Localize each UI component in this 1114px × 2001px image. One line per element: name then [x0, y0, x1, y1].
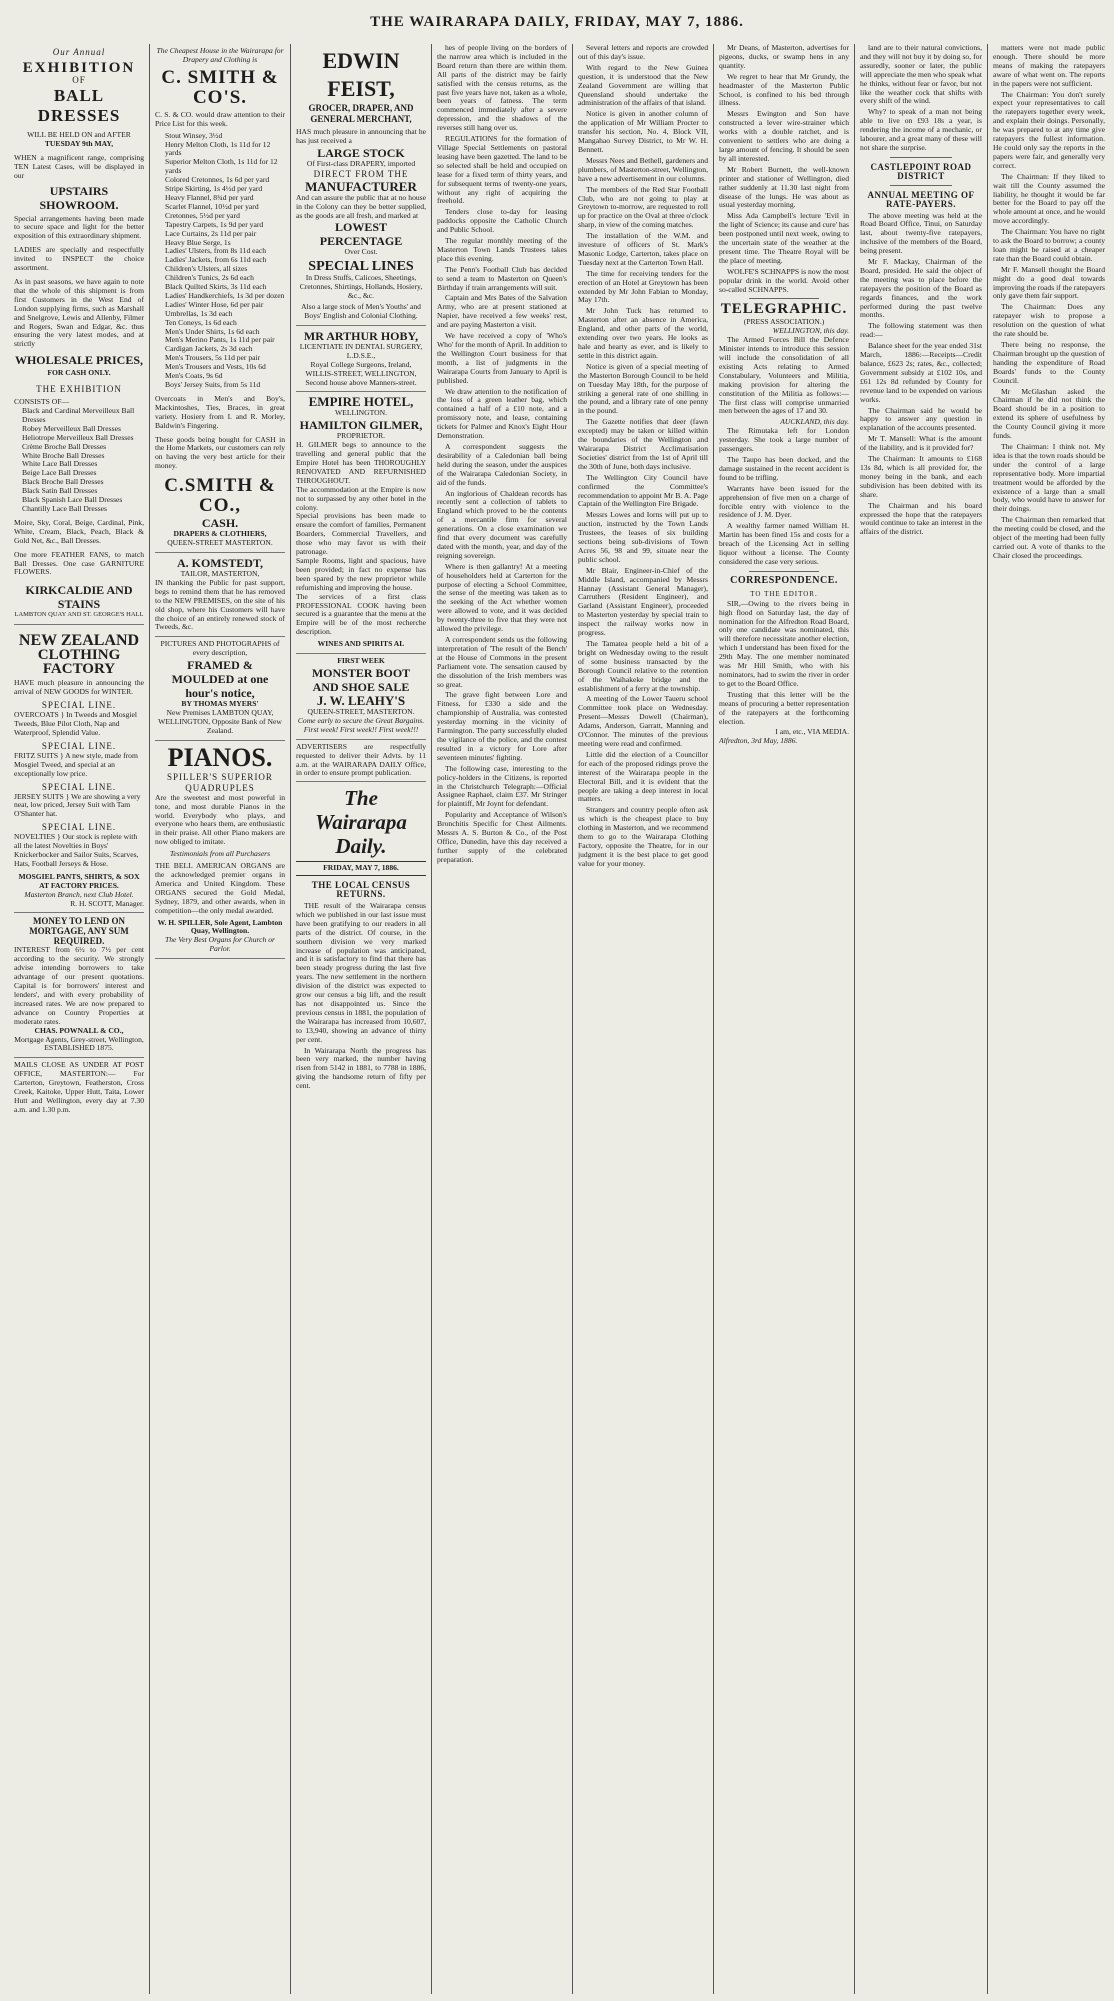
news-para: The Chairman: It amounts to £168 13s 8d, which is all provided for, the money being in the bank, and each subdivision has been debited with its share. [860, 454, 982, 499]
testimonials-label: Testimonials from all Purchasers [169, 849, 271, 859]
news-para: Strangers and country people often ask us which is the cheapest place to buy clothing in Masterton, and we recommend them to go to the Wairarapa Clothing Factory, opposite the Theatre, for in our judgment it is the best place to get good value for your money. [578, 805, 708, 868]
exhibition-title: EXHIBITION [22, 60, 136, 76]
news-para: Why? to speak of a man not being able to live on £93 18s a year, is rendering the income of a mechanic, or labourer, and a great many of these will not share the surprise. [860, 107, 982, 152]
wines-label: WINES AND SPIRITS AL [317, 639, 405, 649]
column-divider [713, 44, 714, 1994]
news-para: The above meeting was held at the Road Board Office, Tinui, on Saturday last, about twenty-five ratepayers, inclusive of the members of the Board, being present. [860, 210, 982, 256]
column-divider [572, 44, 573, 1994]
gilmer-name: HAMILTON GILMER, [299, 418, 423, 433]
news-para: The Rimutaka left for London yesterday. She took a large number of passengers. [719, 426, 849, 454]
news-para: Tenders close to-day for leasing paddocks opposite the Catholic Church and Public School. [437, 207, 567, 235]
direct-label: DIRECT FROM THE [313, 168, 409, 179]
hoby-address: Royal College Surgeons, Ireland, WILLIS-STREET, WELLINGTON, Second house above Manners-street. [305, 359, 417, 387]
tailor-label: TAILOR, MASTERTON, [180, 568, 260, 578]
gilmer-body-2: The accommodation at the Empire is now not to surpassed by any other hotel in the colony. [296, 484, 426, 512]
leahy-ad [296, 654, 426, 740]
feist-body-2: And can assure the public that at no house in the Colony can they be better supplied, as the goods are all fresh, and marked at [296, 192, 426, 220]
held-label: WILL BE HELD ON and AFTER [27, 130, 131, 139]
kirkcaldie-address: LAMBTON QUAY AND ST. GEORGE'S HALL [14, 611, 144, 619]
drapers-label: DRAPERS & CLOTHIERS, [173, 529, 267, 539]
framed-label: FRAMED & MOULDED at one hour's notice, [171, 658, 269, 701]
news-para: The following case, interesting to the policy-holders in the Citizens, is reported in the Christchurch Telegraph:—Official Assignee Raphael, claim £37. Mr Stringer for plaintiff, Mr Joynt for defendant. [437, 763, 567, 809]
column-3 [296, 44, 426, 1994]
paper-title: The Wairarapa Daily. [315, 786, 407, 859]
column-divider [854, 44, 855, 1994]
news-para: The members of the Red Star Football Club, who are not going to play at Greytown to-morrow, are requested to roll up for practice on the Oval at three o'clock sharp, in view of the coming matches. [578, 184, 708, 230]
myers-ad [155, 637, 285, 740]
queen-street-label: QUEEN-STREET MASTERTON. [167, 538, 273, 548]
news-para: The Chairman and his board expressed the hope that the ratepayers would continue to take an interest in the affairs of the district. [860, 500, 982, 537]
news-para: We have received a copy of 'Who's Who' for the month of April. In addition to the Wellington Court business for that month, a list of judgments in the Wairarapa Courts from January to April is published. [437, 331, 567, 385]
special-line-1: SPECIAL LINE. [41, 700, 117, 711]
column-8 [993, 44, 1105, 1994]
special-line-2: SPECIAL LINE. [41, 740, 117, 751]
goods-body: These goods being bought for CASH in the Home Markets, our customers can rely on having the very best article for their money. [155, 434, 285, 471]
news-para: Mr McGlashan asked the Chairman if he did not think the Board should be in a position to extend its sphere of usefulness by the County Council giving it more funds. [993, 386, 1105, 441]
showroom-title: UPSTAIRS SHOWROOM. [39, 183, 119, 212]
clothing-factory-ad [14, 625, 144, 913]
pianos-title: PIANOS. [167, 742, 273, 772]
feist-ad [296, 44, 426, 326]
column-divider [149, 44, 150, 1994]
paper-date: FRIDAY, MAY 7, 1886. [296, 861, 426, 876]
news-para: The Chairman said he would be happy to answer any question in explanation of the accounts presented. [860, 405, 982, 433]
news-para: Mr Robert Burnett, the well-known printer and stationer of Wellington, died rather suddenly at 11.30 last night from disease of the lungs. He was about as usual yesterday morning. [719, 164, 849, 210]
factory-prices: AT FACTORY PRICES. [39, 880, 119, 890]
advertisers-notice: ADVERTISERS are respectfully requested to deliver their Advts. by 11 a.m. at the WAIRARAPA DAILY Office, in order to ensure prompt publication. [296, 740, 426, 783]
pownall-name: CHAS. POWNALL & CO., [34, 1025, 124, 1035]
news-para: The Tamatea people held a bit of a bright on Wednesday owing to the result of some business transacted by the Borough Council relative to the retention of the Waihakeke bridge and the establishment of a ferry at the township. [578, 639, 708, 693]
news-para: The grave fight between Lore and Fitness, for £330 a side and the championship of Australia, was contested yesterday morning in the vicinity of Farmington. The party successfully eluded the vigilance of the police, and the contest resulted in a victory for Lore after seventeen minutes' fighting. [437, 690, 567, 762]
empire-title: EMPIRE HOTEL, [308, 394, 414, 410]
over-cost: Over Cost. [344, 247, 378, 257]
census-para-2: In Wairarapa North the progress has been very marked, the number having risen from 5142 in 1881, to 7788 in 1886, giving the handsome return of fifty per cent. [296, 1045, 426, 1091]
news-para: Mr F. Mackay, Chairman of the Board, presided. He said the object of the meeting was to place before the ratepayers the position of the Board as regards finances, and the work performed during the past twelve months. [860, 257, 982, 320]
hoby-ad [296, 326, 426, 393]
large-stock: LARGE STOCK [317, 145, 405, 160]
exhibition-date: TUESDAY 9th MAY, [44, 138, 114, 148]
news-para: Popularity and Acceptance of Wilson's Bronchitis Specific for Chest Ailments. Messrs A. S. Burton & Co., of the Post Office, Dunedin, have this day received a further supply of the celebrated preparation. [437, 810, 567, 864]
news-para: The Chairman: You have no right to ask the Board to borrow; a county loan might be raised at a cheaper rate than the Board could obtain. [993, 227, 1105, 263]
press-association: (PRESS ASSOCIATION.) [743, 317, 825, 327]
special-line-4: SPECIAL LINE. [41, 822, 117, 833]
newspaper-header: THE WAIRARAPA DAILY, FRIDAY, MAY 7, 1886. [370, 14, 744, 30]
news-para: The Armed Forces Bill the Defence Minister intends to introduce this session will include the consolidation of all existing Acts relating to Armed Constabulary, Volunteers and Militia, making provision for altering the constitution of the Militia as follows:—The first class will comprise unmarried men between the ages of 17 and 30. [719, 335, 849, 416]
annual-label: Our Annual [52, 47, 106, 57]
census-heading: THE LOCAL CENSUS RETURNS. [311, 880, 411, 900]
mosgiel-line: MOSGIEL PANTS, SHIRTS, & SOX [18, 871, 140, 881]
divider [890, 185, 952, 186]
manufacturer-label: MANUFACTURER [305, 178, 417, 194]
news-para: Balance sheet for the year ended 31st March, 1886:—Receipts—Credit balance, £623 2s; rates, &c., collected; Government subsidy at £102 10s, and £61 12s 8d refunded by County for revenue land to be expended on various works. [860, 341, 982, 404]
sale-label: AND SHOE SALE [312, 679, 410, 694]
news-para: Mr F. Mansell thought the Board might do a good deal towards improving the roads if the ratepayers only gave them fair support. [993, 264, 1105, 301]
telegraphic-heading: TELEGRAPHIC. [720, 301, 848, 318]
csmith-body: C. S. & CO. would draw attention to their Price List for this week. [155, 109, 285, 128]
mails-notice: MAILS CLOSE AS UNDER AT POST OFFICE, MASTERTON:— For Carterton, Greytown, Featherston, Cross Creek, Kaitoke, Upper Hutt, Taita, Lower Hutt and Wellington, every day at 7.30 a.m. and 1.30 p.m. [14, 1060, 144, 1114]
myers-name: BY THOMAS MYERS' [181, 699, 259, 709]
news-para: The regular monthly meeting of the Masterton Town Lands Trustees takes place this evening. [437, 236, 567, 263]
monster-label: MONSTER BOOT [311, 665, 411, 680]
column-4 [437, 44, 567, 1994]
news-para: A meeting of the Lower Taueru school Committee took place on Wednesday. Present—Messrs Dowell (Chairman), Adams, Anderson, Garratt, Manning and O'Connor. The minutes of the previous meeting were read and confirmed. [578, 694, 708, 748]
pownall-address: Mortgage Agents, Grey-street, Wellington, ESTABLISHED 1875. [14, 1034, 144, 1053]
novelties-line: NOVELTIES } Our stock is replete with all the latest Novelties in Boys' Knickerbocker and Sailor Suits, Scarves, Hats, Football Jerseys & Hose. [14, 832, 139, 868]
news-para: Captain and Mrs Bates of the Salvation Army, who are at present stationed at Napier, have received a few weeks' rest, and are paying Masterton a visit. [437, 293, 567, 330]
lines-body-2: Also a large stock of Men's Youths' and Boys' English and Colonial Clothing. [301, 302, 421, 320]
news-para: The Chairman: I think not. My idea is that the town roads should be under the control of a large representative body. More impartial treatment would be afforded by the existence of a large than a small body, who would have to answer for their doings. [993, 441, 1105, 514]
price-list: Stout Winsey, 3½d Henry Melton Cloth, 1s 11d for 12 yards Superior Melton Cloth, 1s 11d for 12 yards Colored Cretonnes, 1s 6d per yard Stripe Skirting, 1s 4½d per yard Heavy Flannel, 8¾d per yard Scarlet Flannel, 10½d per yard Cretonnes, 5½d per yard Tapestry Carpets, 1s 9d per yard Lace Curtains, 2s 11d per pair Heavy Blue Serge, 1s Ladies' Ulsters, from 8s 11d each Ladies' Jackets, from 6s 11d each Children's Ulsters, all sizes Children's Tunics, 2s 6d each Black Quilted Skirts, 3s 11d each Ladies' Handkerchiefs, 1s 3d per dozen Ladies' Winter Hose, 6d per pair Umbrellas, 1s 3d each Ten Coneys, 1s 6d each Men's Under Shirts, 1s 6d each Men's Merino Pants, 1s 11d per pair Cardigan Jackets, 2s 3d each Men's Trousers, 5s 11d per pair Men's Trousers and Vests, 10s 6d Men's Coats, 9s 6d Boys' Jersey Suits, from 5s 11d [165, 130, 285, 389]
fritz-line: FRITZ SUITS } A new style, made from Mosgiel Tweed, and special at an exceptionally low price. [14, 750, 138, 778]
spiller-agent: W. H. SPILLER, Sole Agent, Lambton Quay, Wellington. [157, 917, 283, 936]
ad-body-3: LADIES are specially and respectfully invited to INSPECT the choice assortment. [14, 245, 144, 273]
divider [890, 157, 952, 158]
special-line-3: SPECIAL LINE. [41, 781, 117, 792]
cash-only: FOR CASH ONLY. [47, 368, 111, 378]
best-organs: The Very Best Organs for Church or Parlor. [165, 935, 275, 954]
jersey-line: JERSEY SUITS } We are showing a very neat, low priced, Jersey Suit with Tam O'Shanter hat. [14, 791, 141, 819]
column-6 [719, 44, 849, 1994]
ad-body-5: Moire, Sky, Coral, Beige, Cardinal, Pink, White, Cream, Black, Peach, Black & Gold Net, &c., Ball Dresses. [14, 517, 144, 545]
ad-body-2: Special arrangements having been made to secure space and light for the better exposition of this extraordinary shipment. [14, 213, 144, 241]
pianos-ad [155, 741, 285, 959]
census-article [296, 902, 426, 1091]
lowest-label: LOWEST PERCENTAGE [319, 220, 403, 249]
grocer-label: GROCER, DRAPER, AND GENERAL MERCHANT, [308, 103, 414, 124]
news-para: With regard to the New Guinea question, it is understood that the New Zealand Government are willing that Queensland should undertake the administration of the affairs of that island. [578, 62, 708, 108]
news-para: An inglorious of Chaldean records has recently sent a collection of tablets to England which proved to be the contents of a mercantile firm for several generations. On a close examination we find that every document was carefully dated with the month, year, and day of the reigning sovereign. [437, 488, 567, 560]
news-para: The following statement was then read:— [860, 321, 982, 340]
news-para: matters were not made public enough. There should be more means of making the ratepayers aware of what went on. The reports in the papers were not sufficient. [993, 44, 1105, 88]
first-week: FIRST WEEK [337, 656, 385, 666]
news-para: Notice is given of a special meeting of the Masterton Borough Council to be held on Tuesday May 18th, for the purpose of striking a general rate of one shilling in the pound, and a library rate of one penny in the pound. [578, 361, 708, 416]
news-para: The Gazette notifies that deer (fawn excepted) may be taken or killed within the boundaries of the Wellington and Wairarapa District Acclimatisation Societies' district from the 1st of April till the 30th of June, both days inclusive. [578, 417, 708, 471]
gilmer-body-5: The services of a first class PROFESSIONAL COOK having been secured is a guarantee that the menu at the Empire will be of the most recherche description. [296, 591, 426, 637]
money-body: INTEREST from 6½ to 7½ per cent according to the security. We strongly advise intending borrowers to take advantage of our present quotations. Capital is for borrowers' interest and lenders', and with every probability of increased rates. We are now prepared to advance on Country Properties at moderate rates. [14, 945, 144, 1026]
ad-body-1: WHEN a magnificent range, comprising TEN Latest Cases, will be displayed in our [14, 152, 144, 180]
nz-title: NEW ZEALAND [18, 632, 140, 650]
news-para: REGULATIONS for the formation of Village Special Settlements on pastoral leasing have been gazetted. The land to be so selected shall be held and occupied on lease for a fixed term of thirty years, and for subsequent terms of twenty-one years, without any right of acquiring the freehold. [437, 134, 567, 206]
correspondence-heading: CORRESPONDENCE. [730, 574, 838, 586]
exhibition-subtitle: THE EXHIBITION [36, 384, 122, 395]
clothing-factory-title: CLOTHING FACTORY [37, 647, 121, 678]
gilmer-body-4: Sample Rooms, light and spacious, have been provided; in fact no expense has been spared by the new proprietor while refurnishing and improving the house. [296, 556, 426, 592]
ball-dresses-title: BALL DRESSES [37, 86, 121, 125]
news-para: The time for receiving tenders for the erection of an Hotel at Greytown has been extended by Mr John Fabian to Monday, May 17th. [578, 268, 708, 305]
cheapest-label: The Cheapest House in the Wairarapa for Drapery and Clothing is [156, 46, 284, 64]
hoby-body: LICENTIATE IN DENTAL SURGERY, L.D.S.E., [299, 341, 423, 360]
news-para: Messrs Nees and Bethell, gardeners and plumbers, of Masterton-street, Wellington, have a new advertisement in our columns. [578, 155, 708, 183]
news-para: Where is then gallantry! At a meeting of householders held at Carterton for the purpose of electing a School Committee, the sense of the meeting was taken as to the seeking of the Act whether women were allowed to vote, and it was decided by twenty-three to five that they were not allowed the privilege. [437, 561, 567, 634]
hoby-title: MR ARTHUR HOBY, [303, 328, 419, 343]
news-para: Notice is given in another column of the application of Mr William Procter to transfer his section, No. 4, Block VII, Mangahao Survey District, to Mr W. H. Bennett. [578, 109, 708, 154]
csmith-ad [155, 44, 285, 553]
annual-meeting-heading: ANNUAL MEETING OF RATE-PAYERS. [867, 189, 975, 209]
masthead [0, 0, 1114, 42]
news-para: Mr Blair, Engineer-in-Chief of the Middle Island, accompanied by Messrs Hannay (Assistant General Manager), Carruthers (Resident Engineer), and Garland (Assistant Engineer), proceeded to Masterton yesterday by special train to inspect the railway works now in progress. [578, 565, 708, 638]
column-divider [290, 44, 291, 1994]
organs-body: THE BELL AMERICAN ORGANS are the acknowledged premier organs in America and United Kingdom. These ORGANS secured the Gold Medal, Sydney, 1879, and other awards, when in competition—the only medal awarded. [155, 861, 285, 915]
feist-title: EDWIN FEIST, [322, 48, 400, 101]
letter-signature: I am, etc., VIA MEDIA. [775, 727, 849, 737]
factory-address: Masterton Branch, next Club Hotel. [24, 889, 134, 899]
news-para: Miss Ada Campbell's lecture 'Evil in the light of Science; its cause and cure' has been postponed until next week, owing to the uncertain state of the weather at the present time. The Theatre Royal will be the place of meeting. [719, 211, 849, 265]
column-2 [155, 44, 285, 1994]
column-7 [860, 44, 982, 1994]
news-para: Warrants have been issued for the apprehension of five men on a charge of forcible entry with violence to the residence of J. M. Dyer. [719, 483, 849, 520]
dresses-list: Black and Cardinal Merveilleux Ball Dresses Robey Merveilleux Ball Dresses Heliotrope Merveilleux Ball Dresses Crème Broche Ball Dresses White Broche Ball Dresses White Lace Ball Dresses Beige Lace Ball Dresses Black Broche Ball Dresses Black Satin Ball Dresses Black Spanish Lace Ball Dresses Chantilly Lace Ball Dresses [22, 406, 135, 513]
news-para: The Chairman: You don't surely expect your representatives to call the ratepayers together every week, and explain their doings. Personally, he was prepared to at any time give ratepayers the fullest information. He could only say the reports in the papers were fair, and generally very correct. [993, 89, 1105, 170]
news-para: Several letters and reports are crowded out of this day's issue. [578, 44, 708, 61]
auckland-dateline: AUCKLAND, this day. [780, 417, 849, 427]
pictures-label: PICTURES AND PHOTOGRAPHS of every description, [160, 639, 280, 658]
news-para: Little did the election of a Councillor for each of the proposed ridings prove the interest of the Wairarapa people in the Electoral Bill, and it is evident that the people are taking a deep interest in local matters. [578, 749, 708, 804]
census-para-1: THE result of the Wairarapa census which we published in our last issue must have been gratifying to our readers in all parts of the district. Of course, in the southern division we very marked increase of population was anticipated, and it is satisfactory to find that there has been steady progress during the last five years. The new settlement in the northern division of the district was expected to grow our census a big lift, and the result has not disappointed us. Since the previous census in 1881, the population of the Wairarapa has increased from 10,607, to 13,940, showing an advance of thirty per cent. [296, 901, 426, 1044]
pianos-body: Are the sweetest and most powerful in tone, and most durable Pianos in the world. Everybody who plays, and everyone who hears them, are enthusiastic in their praise. All other Piano makers are now obliged to imitate. [155, 792, 285, 847]
empire-location: WELLINGTON. [335, 408, 387, 418]
news-para: Trusting that this letter will be the means of procuring a better representation of the ratepayers at the forthcoming election. [719, 689, 849, 726]
news-para: The Chairman then remarked that the meeting could be closed, and the object of the meeting had been fully carried out. A vote of thanks to the Chair closed the proceedings. [993, 515, 1105, 560]
consists-label: CONSISTS OF— [14, 397, 70, 407]
come-early: Come early to secure the Great Bargains. First week! First week!! First week!!! [297, 715, 425, 734]
clothing-body: HAVE much pleasure in announcing the arrival of NEW GOODS for WINTER. [14, 678, 144, 697]
news-para: Messrs Ewington and Son have constructed a lever wire-strainer which works with a double ratchet, and is convenient to settlers who are doing a large amount of fencing. It should be seen by all interested. [719, 109, 849, 163]
leahy-name: J. W. LEAHY'S [316, 692, 406, 708]
column-1 [14, 44, 144, 1994]
of-label: OF [72, 75, 86, 85]
news-para: WOLFE'S SCHNAPPS is now the most popular drink in the world. Avoid other so-called SCHNAPPS. [719, 266, 849, 294]
news-para: We draw attention to the notification of the loss of a green leather bag, which contained a half of a £10 note, and a promissory note, and lease, containing tickets for Palmer and Knox's Eight Hour Demonstration. [437, 386, 567, 441]
stock-body: Of First-class DRAPERY, imported [306, 158, 416, 168]
news-para: The Wellington City Council have confirmed the Committee's recommendation to appoint Mr B. A. Page Captain of the Wellington Fire Brigade. [578, 472, 708, 509]
overcoats-line: OVERCOATS } In Tweeds and Mosgiel Tweeds, Blue Pilot Cloth, Nap and Waterproof, Splendid Value. [14, 710, 137, 737]
news-para: Mr Deans, of Masterton, advertises for pigeons, ducks, or swamp hens in any quantity. [719, 44, 849, 70]
spillers-label: SPILLER'S SUPERIOR QUADRUPLES [167, 771, 273, 793]
news-para: The Chairman: Does any ratepayer wish to propose a resolution on the question of what the rate should be. [993, 302, 1105, 339]
kirkcaldie-title: KIRKCALDIE AND STAINS [25, 583, 133, 612]
factory-manager: R. H. SCOTT, Manager. [70, 898, 144, 908]
myers-address: New Premises LAMBTON QUAY, WELLINGTON, Opposite Bank of New Zealand. [158, 708, 282, 735]
gilmer-body: H. GILMER begs to announce to the travelling and general public that the Empire Hotel has been THOROUGHLY RENOVATED AND REFURNISHED THROUGHOUT. [296, 440, 426, 485]
news-para: The Penn's Football Club has decided to send a team to Masterton on Queen's Birthday if train arrangements will suit. [437, 264, 567, 292]
news-para: The Taupo has been docked, and the damage sustained in the recent accident is found to be trifling. [719, 454, 849, 482]
news-para: hes of people living on the borders of the narrow area which is included in the Board return than there are within them. All parts of the district may be fairly satisfied with the census returns, as the past five years have not, taken as a whole, been years of fatness. The term commenced immediately after a severe depression, and the shadows of the reverses still hang over us. [437, 44, 567, 133]
feist-body: HAS much pleasure in announcing that he has just received a [296, 127, 426, 145]
column-divider [987, 44, 988, 1994]
wholesale-title: WHOLESALE PRICES, [14, 353, 144, 368]
news-para: A correspondent suggests the desirability of a Caledonian ball being held during the season, under the auspices of the Wairarapa Caledonian Society, in aid of the funds. [437, 441, 567, 487]
news-para: land are to their natural convictions, and they will not buy it by doing so, for assuredly, sooner or later, the public will appreciate the men who speak what he thinks, without fear or favor, but not like the weather cock that shifts with every shift of the wind. [860, 44, 982, 106]
wellington-dateline: WELLINGTON, this day. [772, 326, 849, 336]
money-ad [14, 913, 144, 1058]
komstedt-ad [155, 553, 285, 637]
news-para: We regret to hear that Mr Grundy, the headmaster of the Masterton Public School, is confined to his bed through illness. [719, 71, 849, 108]
news-para: The Chairman: If they liked to wait till the County assumed the liability, he thought it would be far better for the Board to pay off the whole amount at once, and he would move accordingly. [993, 171, 1105, 226]
csmith-title: C. SMITH & CO'S. [161, 66, 279, 108]
leahy-address: QUEEN-STREET, MASTERTON. [307, 706, 415, 716]
csmith-title-2: C.SMITH & CO., [164, 475, 276, 517]
castlepoint-heading: CASTLEPOINT ROAD DISTRICT [870, 161, 972, 181]
column-5 [578, 44, 708, 1994]
column-divider [431, 44, 432, 1994]
editor-label: TO THE EDITOR. [750, 589, 818, 598]
tailor-body: IN thanking the Public for past support, begs to remind them that he has removed to the NEW PREMISES, on the site of his old shop, where his Customers will have the choice of an entirely renewed stock of Tweeds, &c. [155, 577, 285, 632]
ad-body-6: One more FEATHER FANS, to match Ball Dresses. One case GARNITURE FLOWERS. [14, 549, 144, 577]
news-para: There being no response, the Chairman brought up the question of handing the expenditure of Road Boards' funds to the County Council. [993, 340, 1105, 385]
special-lines: SPECIAL LINES [308, 259, 414, 275]
news-para: The installation of the W.M. and investure of officers of St. Mark's Masonic Lodge, Carterton, takes place on Tuesday next at the Carterton Town Hall. [578, 231, 708, 267]
divider [749, 298, 819, 299]
cash-label: CASH. [201, 516, 239, 531]
empire-ad [296, 392, 426, 654]
news-para: A wealthy farmer named William H. Martin has been fined 15s and costs for a breach of the Licensing Act in selling liquor without a license. The County considered the case very serious. [719, 521, 849, 566]
ad-body-4: As in past seasons, we have again to note that the whole of this shipment is from first Customers in the West End of London supplying firms, such as Marshall and Snelgrove, Lewis and Allenby, Filmer and Rogers, Swan and Edgar, &c. thus ensuring the very latest modes, and at strictly [14, 276, 144, 349]
letter-place: Alfredton, 3rd May, 1886. [719, 736, 798, 746]
news-para: Mr T. Mansell: What is the amount of the liability, and is it provided for? [860, 434, 982, 453]
news-para: A correspondent sends us the following interpretation of 'The result of the Bench' at the House of Commons in the present Parliament vote. The sensation caused by the dissolution of the Irish members was so great. [437, 635, 567, 689]
news-para: Messrs Lowes and Iorns will put up to auction, instructed by the Town Lands Trustees, the leases of six building sections being sub-divisions of Town Acres 56, 98 and 99, situate near the public school. [578, 510, 708, 564]
komstedt-title: A. KOMSTEDT, [176, 555, 264, 570]
divider [749, 571, 819, 572]
news-para: SIR,—Owing to the rivers being in high flood on Saturday last, the day of nomination for the Alfredton Road Board, only one candidate was nominated, this will therefore necessitate another election, which I understand has been fixed for the 29th May. The one member nominated was Mr Hill Smith, who with his nominators, had to swim the river in order to get to the Board Office. [719, 598, 849, 688]
lines-body: In Dress Stuffs, Calicoes, Sheetings, Cretonnes, Shirtings, Hollands, Hosiery, &c., &c. [299, 273, 423, 301]
gilmer-body-3: Special provisions has been made to ensure the comfort of families, Permanent Boarders, Commercial Travellers, and those who may favor us with their patronage. [296, 511, 426, 557]
news-para: Mr John Tuck has returned to Masterton after an absence in America, England, and other parts of the world, extending over two years. He looks as hale and hearty as ever, and is likely to settle in this district again. [578, 306, 708, 360]
proprietor-label: PROPRIETOR. [336, 431, 386, 441]
overcoats-body: Overcoats in Men's and Boy's, Mackintoshes, Ties, Braces, in great variety. Hosiery from I. and R. Morley, Baldwin's Fingering. [155, 393, 285, 430]
ball-dresses-ad [14, 44, 144, 625]
money-title: MONEY TO LEND ON MORTGAGE, ANY SUM REQUIRED. [29, 916, 129, 947]
